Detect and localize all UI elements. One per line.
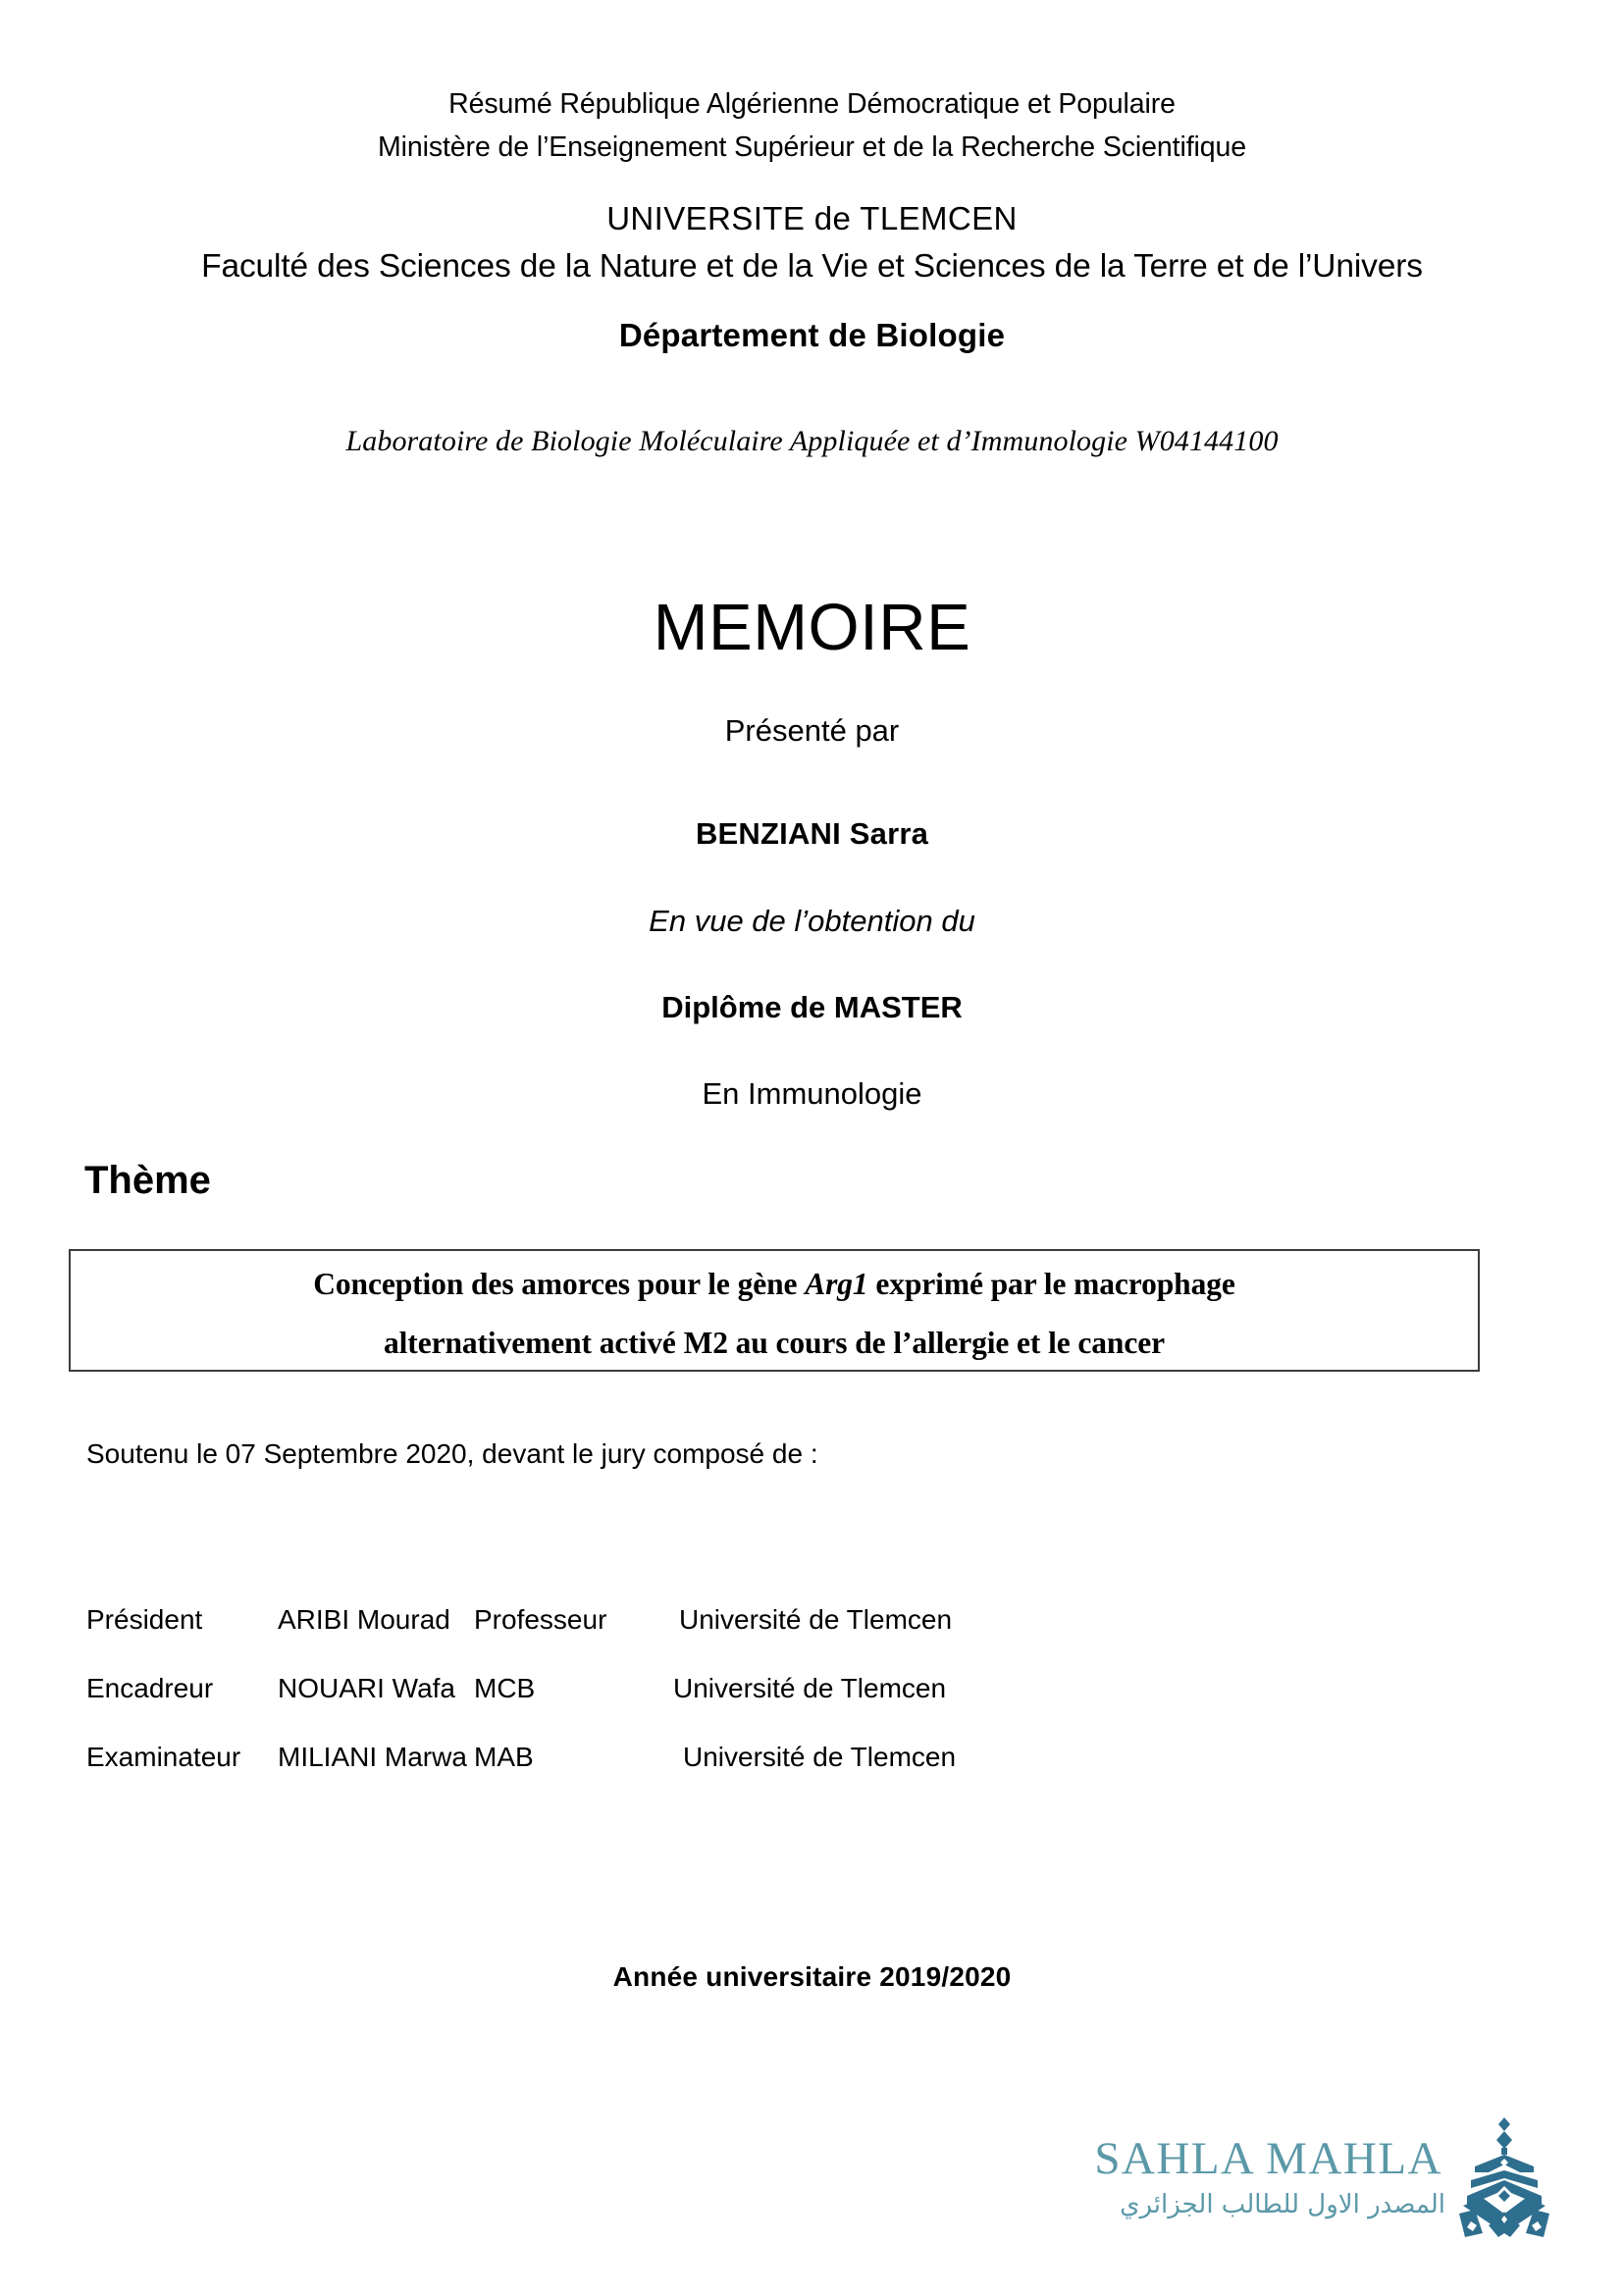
jury-rank: MAB — [474, 1742, 534, 1772]
presented-by-label: Présenté par — [724, 713, 900, 748]
memoire-title: MEMOIRE — [653, 591, 971, 664]
laboratory-name: Laboratoire de Biologie Moléculaire Appliquée et d’Immunologie W04144100 — [345, 425, 1279, 457]
jury-affiliation: Université de Tlemcen — [673, 1673, 947, 1703]
theme-box — [69, 1249, 1480, 1372]
jury-member-name: MILIANI Marwa — [278, 1742, 467, 1772]
jury-rank: MCB — [474, 1673, 536, 1703]
table-row — [86, 1599, 1441, 1668]
sahla-mahla-logo — [1065, 2115, 1555, 2253]
jury-rank: Professeur — [474, 1604, 607, 1635]
academic-year: Année universitaire 2019/2020 — [612, 1961, 1012, 1992]
defense-statement: Soutenu le 07 Septembre 2020, devant le jury composé de : — [86, 1438, 818, 1469]
author-name: BENZIANI Sarra — [695, 816, 929, 851]
jury-role: Encadreur — [86, 1673, 214, 1703]
logo-ornament-icon — [1449, 2115, 1559, 2245]
jury-member-name: ARIBI Mourad — [278, 1604, 450, 1635]
gene-symbol: Arg1 — [805, 1267, 868, 1301]
jury-table — [86, 1599, 1441, 1805]
department-name: Département de Biologie — [618, 317, 1006, 353]
theme-text — [71, 1251, 1478, 1373]
in-view-of-label: En vue de l’obtention du — [649, 904, 975, 938]
theme-line-1-before: Conception des amorces pour le gène — [313, 1267, 806, 1301]
logo-arabic-tagline: المصدر الاول للطالب الجزائري — [1120, 2190, 1445, 2219]
diploma-name: Diplôme de MASTER — [661, 990, 963, 1024]
ministry-line: Ministère de l’Enseignement Supérieur et de la Recherche Scientifique — [377, 131, 1247, 163]
ministry-header — [0, 82, 1624, 169]
faculty-name: Faculté des Sciences de la Nature et de la Vie et Sciences de la Terre et de l’Univers — [201, 248, 1423, 285]
university-name: UNIVERSITE de TLEMCEN — [606, 200, 1018, 236]
logo-wordmark: SAHLA MAHLA — [1094, 2133, 1442, 2184]
jury-role: Examinateur — [86, 1742, 241, 1772]
jury-role: Président — [86, 1604, 203, 1635]
republic-line: Résumé République Algérienne Démocratique et Populaire — [448, 88, 1176, 120]
theme-line-2: alternativement activé M2 au cours de l’allergie et le cancer — [384, 1326, 1165, 1360]
theme-line-1-after: exprimé par le macrophage — [867, 1267, 1235, 1301]
theme-label: Thème — [84, 1159, 211, 1202]
jury-affiliation: Université de Tlemcen — [683, 1742, 957, 1772]
jury-affiliation: Université de Tlemcen — [679, 1604, 953, 1635]
speciality-name: En Immunologie — [702, 1076, 922, 1111]
theme-line-1 — [71, 1255, 1478, 1314]
table-row — [86, 1668, 1441, 1737]
table-row — [86, 1737, 1441, 1805]
jury-member-name: NOUARI Wafa — [278, 1673, 455, 1703]
